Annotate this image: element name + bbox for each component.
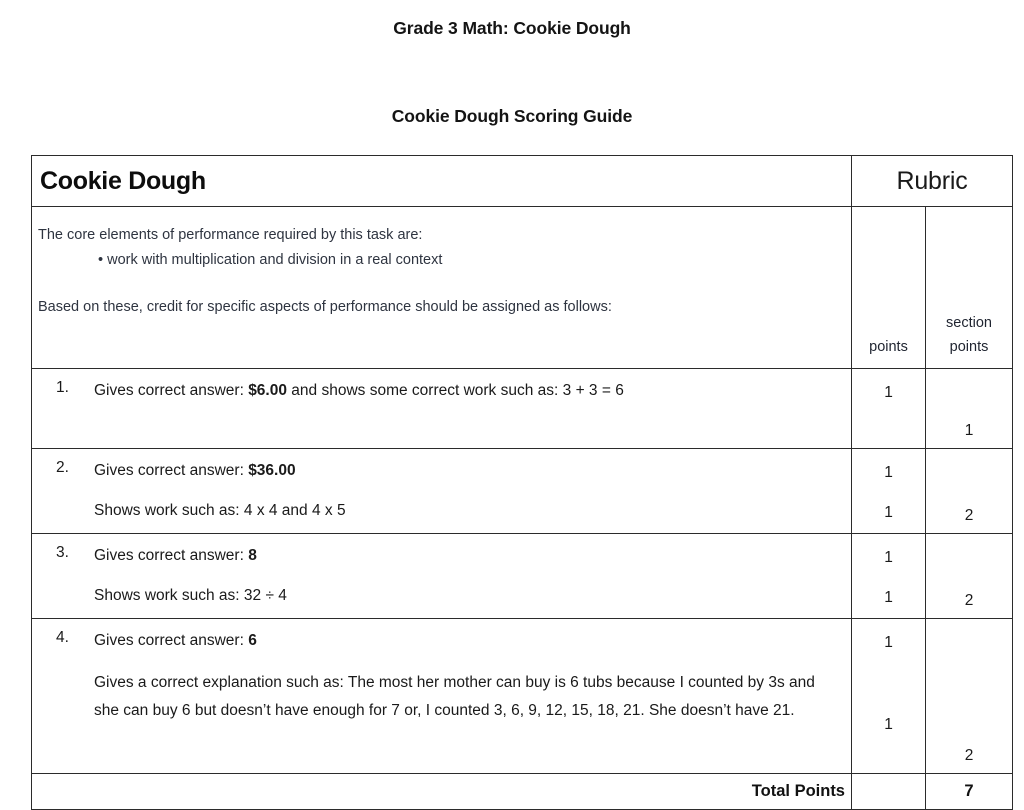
criterion-text-2-line-2: Shows work such as: 4 x 4 and 4 x 5 [94, 502, 346, 520]
section-points-cell-1 [926, 369, 1013, 449]
table-row [32, 619, 1013, 774]
points-cell-3 [852, 534, 926, 619]
table-row [32, 369, 1013, 449]
points-value-4-1: 1 [884, 634, 893, 652]
section-points-cell-4 [926, 619, 1013, 774]
section-points-value-4: 2 [964, 747, 974, 765]
intro-cell [32, 207, 852, 369]
criterion-text-1-line-1: Gives correct answer: $6.00 and shows some correct work such as: 3 + 3 = 6 [94, 382, 624, 399]
points-cell-1 [852, 369, 926, 449]
section-points-value-1: 1 [964, 422, 974, 439]
page-subtitle: Cookie Dough Scoring Guide [391, 106, 633, 126]
criterion-number-3: 3. [56, 544, 69, 562]
total-points-blank [852, 774, 926, 810]
criterion-text-4-line-1: Gives correct answer: 6 [94, 632, 257, 650]
criterion-cell-3 [32, 534, 852, 619]
section-points-cell-2 [926, 449, 1013, 534]
section-points-cell-3 [926, 534, 1013, 619]
points-value-3-2: 1 [884, 589, 893, 607]
criterion-text-2-line-1: Gives correct answer: $36.00 [94, 462, 296, 479]
intro-spacer [38, 273, 843, 295]
section-points-header-line1: section [946, 315, 992, 332]
intro-row [32, 207, 1013, 369]
section-points-header-line2: points [949, 339, 989, 356]
points-cell-2 [852, 449, 926, 534]
total-row [32, 774, 1013, 810]
criterion-text-3-line-1: Gives correct answer: 8 [94, 547, 257, 565]
points-cell-4 [852, 619, 926, 774]
intro-line-1: The core elements of performance required by this task are: [38, 227, 423, 243]
intro-line-2: Based on these, credit for specific aspects of performance should be assigned as follows: [38, 298, 612, 315]
criterion-number-4: 4. [56, 629, 69, 647]
table-row [32, 534, 1013, 619]
criterion-cell-1 [32, 369, 852, 449]
section-points-column-header [926, 207, 1013, 369]
points-value-2-1: 1 [884, 464, 893, 481]
criterion-cell-2 [32, 449, 852, 534]
rubric-table [31, 155, 1013, 810]
criterion-text-4-line-2: Gives a correct explanation such as: The most her mother can buy is 6 tubs because I counted by 3s and she can buy 6 but doesn’t have enough for 7 or, I counted 3, 6, 9, 12, 15, 18, 21. She doesn’t have 21. [94, 674, 815, 719]
total-points-value: 7 [926, 774, 1013, 810]
intro-bullet-1: • work with multiplication and division in a real context [98, 251, 443, 268]
page-title: Grade 3 Math: Cookie Dough [393, 18, 631, 38]
section-points-value-2: 2 [964, 507, 974, 525]
points-value-4-2: 1 [884, 716, 893, 734]
criterion-text-3-line-2: Shows work such as: 32 ÷ 4 [94, 587, 287, 605]
points-column-header: points [852, 207, 926, 369]
points-value-2-2: 1 [884, 504, 893, 522]
section-points-value-3: 2 [964, 592, 974, 610]
criterion-number-1: 1. [56, 379, 69, 396]
table-header-row [32, 156, 1013, 207]
table-row [32, 449, 1013, 534]
rubric-header: Rubric [852, 156, 1013, 207]
task-name-header: Cookie Dough [32, 156, 852, 207]
points-value-1-1: 1 [884, 384, 893, 401]
total-points-label: Total Points [32, 774, 852, 810]
criterion-cell-4 [32, 619, 852, 774]
criterion-number-2: 2. [56, 459, 69, 476]
points-value-3-1: 1 [884, 549, 893, 567]
